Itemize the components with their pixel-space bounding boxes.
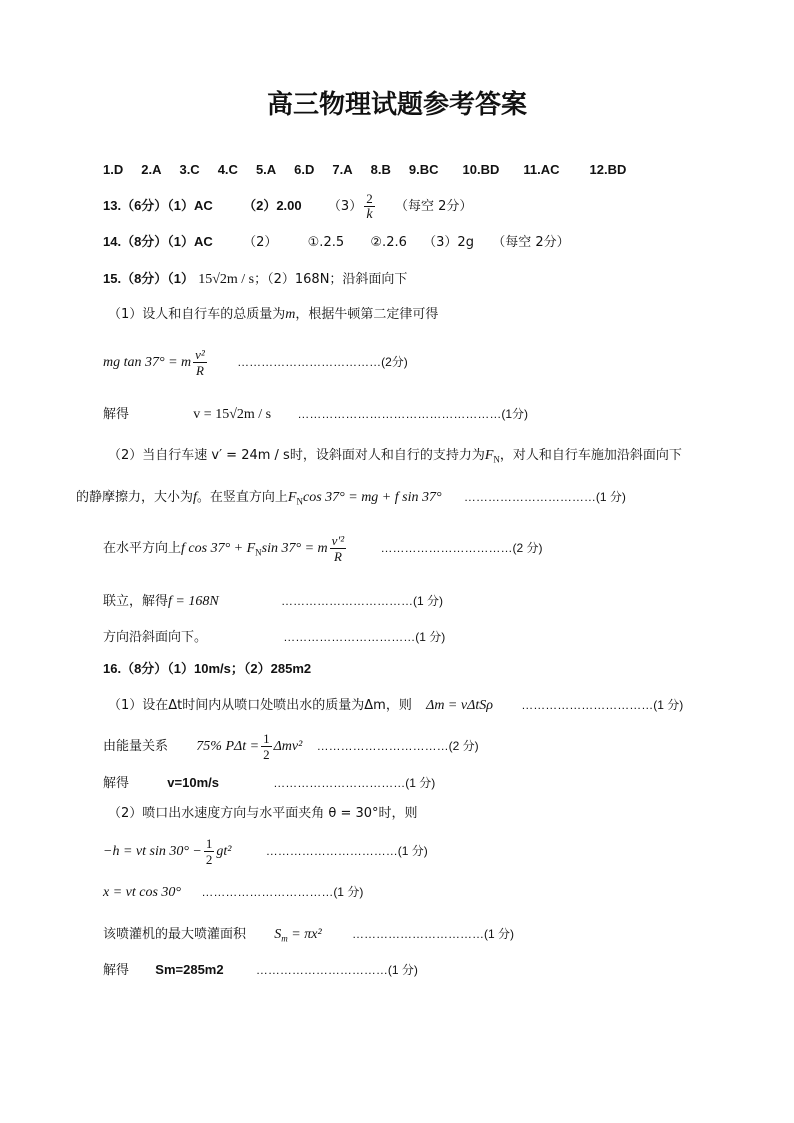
q15-step4-text: 在水平方向上 [103,541,182,556]
q16-step8-eq: Sm=285m2 [155,962,224,977]
q15-eq1-fraction [193,347,207,378]
q15-solution1 [103,404,528,425]
q16-step2-eq-left: 75% PΔt = [196,739,260,754]
q16-step5-left: −h = vt sin 30° − [103,844,202,859]
q15-part2: ；（2）168N；沿斜面向下 [254,272,408,287]
mc-answer: 10.BD [462,162,500,177]
q13-head: 13.（6分）（1）AC [103,198,213,213]
q15-eq1-left: mg tan 37° = m [103,355,192,370]
q16-step3-label: 解得 [103,776,130,791]
q16-step4: （2）喷口出水速度方向与水平面夹角 θ = 30°时，则 [108,806,418,821]
q16-step5 [103,831,428,872]
q15-step3-eq: F [287,490,297,505]
q16-step8 [103,960,418,981]
q15-force-variable: F [484,448,494,463]
q14-part3: （3）2g [423,235,474,250]
q16-step7 [103,924,514,949]
q15-step3-score: ……………………………(1 分) [463,490,626,504]
fraction-numerator: 1 [205,836,213,851]
q15-step1-tail: ，根据牛顿第二定律可得 [295,307,439,322]
q15-sol1-eq: v = 15√2m / s [193,407,272,422]
q16-step6 [103,882,363,903]
q15-answer [103,269,407,290]
q15-step3 [76,487,626,512]
page-title: 高三物理试题参考答案 [266,90,527,120]
q15-step4-fraction [330,533,347,564]
q15-step6 [103,627,445,648]
q16-step1-score: ……………………………(1 分) [521,698,684,712]
mc-answer: 6.D [294,162,315,177]
fraction-denominator: k [366,207,373,222]
q15-step6-text: 方向沿斜面向下。 [103,630,208,645]
fraction-numerator: 2 [366,191,373,206]
q16-step3-score: ……………………………(1 分) [273,776,436,790]
q15-step5-eq: f = 168N [168,594,219,609]
mc-answer: 9.BC [408,162,439,177]
q15-head: 15.（8分）（1） [103,271,195,286]
q16-head: 16.（8分）（1）10m/s；（2）285m2 [103,661,312,676]
q15-step3-mid: 。在竖直方向上 [196,490,288,505]
fraction-numerator: v′² [331,533,345,548]
q13-part3: （3） [327,199,363,214]
mc-answer: 11.AC [523,162,560,177]
mc-answer: 4.C [217,162,238,177]
q14-choice1: ①.2.5 [307,235,345,250]
q15-step3-text: 的静摩擦力，大小为 [76,490,194,505]
q15-equation1 [103,342,408,383]
q15-step6-score: ……………………………(1 分) [283,630,446,644]
mc-answer: 5.A [255,162,277,177]
q15-step3-eq-sub: N [296,496,303,507]
q16-step7-eq-tail: = πx² [287,927,322,942]
q14-part2: （2） [243,235,278,250]
q16-step5-right: gt² [216,844,232,859]
q15-step2-text: （2）当自行车速 v′ = 24m / s时，设斜面对人和自行的支持力为 [108,448,485,463]
mc-answer: 3.C [179,162,200,177]
q15-step4 [103,528,542,573]
q14-note: （每空 2分） [492,235,570,250]
q16-step2 [103,726,479,767]
fraction-numerator: 1 [263,731,270,746]
q16-step2-eq-right: Δmv² [273,739,303,754]
q14-choice2: ②.2.6 [370,235,407,250]
q16-step5-score: ……………………………(1 分) [265,844,428,858]
q16-step6-score: ……………………………(1 分) [201,885,364,899]
q16-step5-fraction [204,836,215,867]
q15-step4-eq: f cos 37° + F [181,541,256,556]
q15-force-subscript: N [493,454,500,465]
q15-velocity: 15√2m / s [198,272,255,287]
mc-answer: 7.A [332,162,353,177]
q16-step2-score: ……………………………(2 分) [316,739,479,753]
q15-sol1-score: ……………………………………………(1分) [297,407,529,421]
mc-answer: 2.A [141,162,162,177]
q13-fraction [364,191,375,222]
q15-step5-text: 联立，解得 [103,594,169,609]
q15-step4-sub: N [255,547,262,558]
mc-answer: 1.D [103,162,124,177]
q13-answer [103,188,472,225]
q16-step7-sub: m [281,933,288,944]
q16-step1-text: （1）设在Δt时间内从喷口处喷出水的质量为Δm，则 [108,698,412,713]
q15-step5 [103,591,443,612]
q16-step3 [103,773,435,794]
q15-step2 [108,446,682,470]
q15-step2-tail: ，对人和自行车施加沿斜面向下 [499,448,682,463]
q16-step1 [108,695,683,716]
q16-step2-text: 由能量关系 [103,739,169,754]
q15-step3-eq-tail: cos 37° = mg + f sin 37° [302,490,442,505]
q16-step3-eq: v=10m/s [167,775,219,790]
fraction-denominator: R [196,363,204,378]
q16-step7-text: 该喷灌机的最大喷灌面积 [103,927,247,942]
q15-step4-score: ……………………………(2 分) [380,541,543,555]
q15-friction-variable: f [193,490,197,505]
q16-step6-eq: x = vt cos 30° [103,885,182,900]
fraction-denominator: 2 [205,852,213,867]
q16-step7-score: ……………………………(1 分) [351,927,514,941]
q15-mass-variable: m [285,307,296,322]
q13-part2: （2）2.00 [243,198,302,213]
fraction-denominator: R [333,549,342,564]
mc-answer: 12.BD [589,162,627,177]
q15-step5-score: ……………………………(1 分) [280,594,443,608]
q14-head: 14.（8分）（1）AC [103,234,213,249]
q14-answer [103,232,570,253]
fraction-denominator: 2 [263,747,270,762]
fraction-numerator: v² [195,347,205,362]
q16-step7-eq: S [274,927,282,942]
q16-step2-fraction [261,731,272,762]
q15-step1 [108,305,438,325]
multiple-choice-answers [103,160,644,180]
q16-step8-score: ……………………………(1 分) [255,963,418,977]
q15-step1-text: （1）设人和自行车的总质量为 [108,307,286,322]
q15-step4-eq2: sin 37° = m [261,541,328,556]
mc-answer: 8.B [370,162,391,177]
q13-note: （每空 2分） [394,199,473,214]
q15-sol1-label: 解得 [103,407,130,422]
q15-eq1-score: ………………………………(2分) [237,355,408,369]
q16-step1-eq: Δm = vΔtSρ [426,698,493,713]
q16-step8-label: 解得 [103,963,130,978]
